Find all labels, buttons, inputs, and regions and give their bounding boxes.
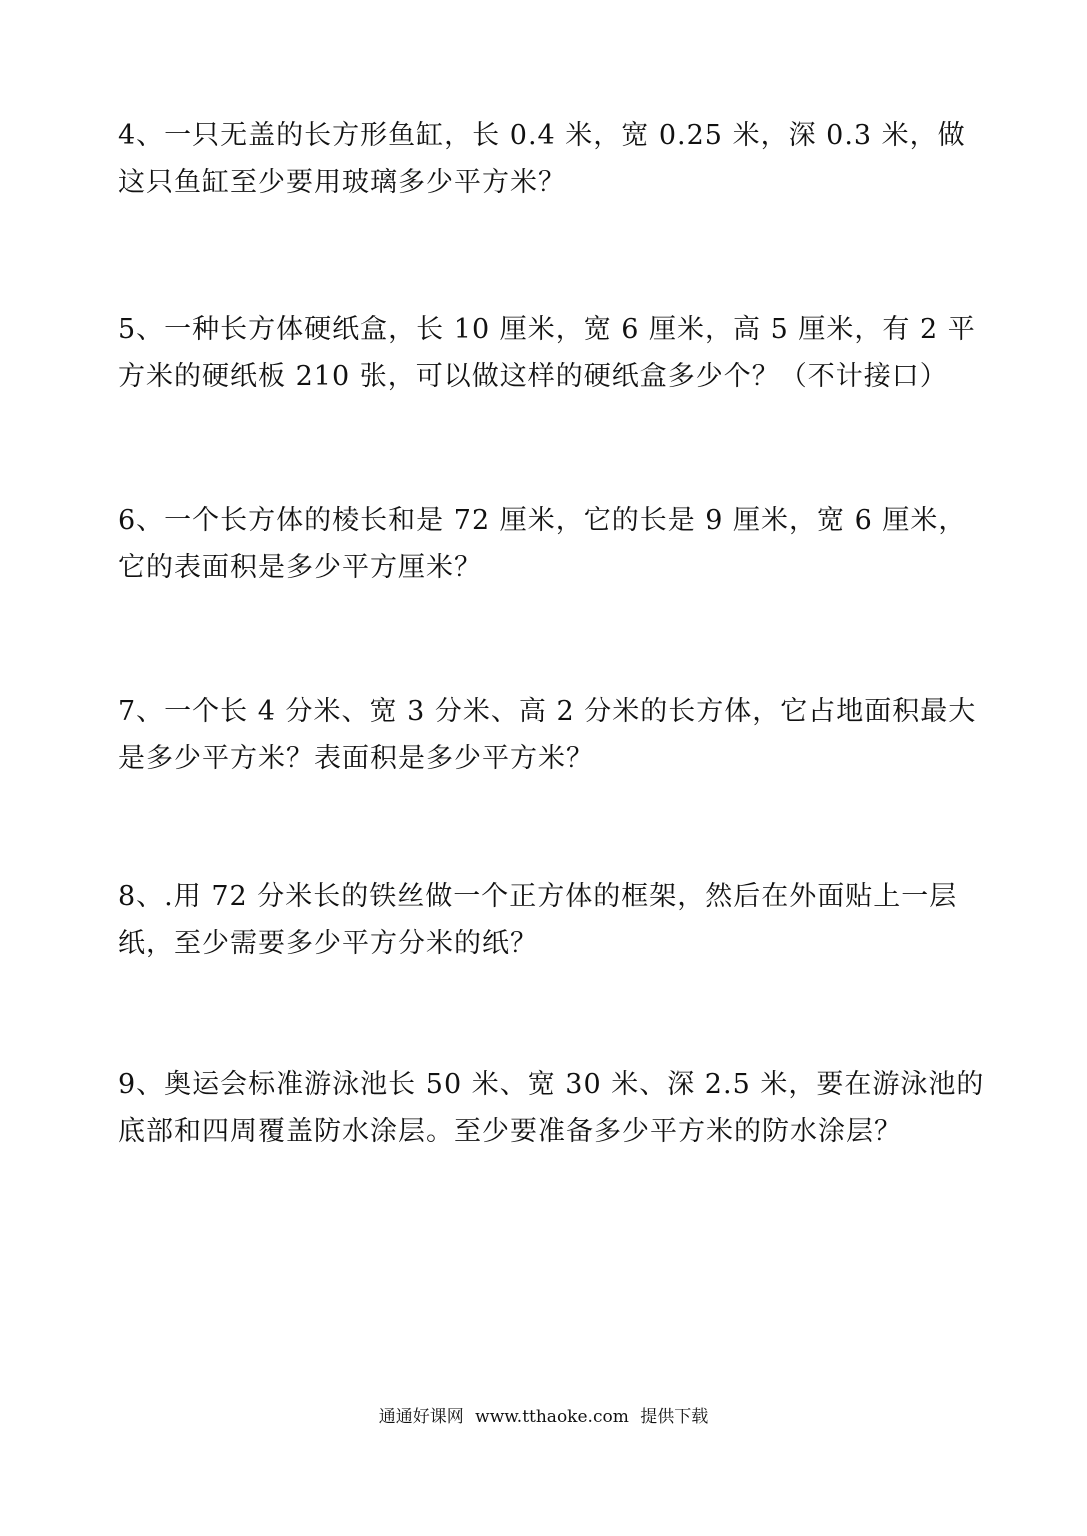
question-8-line-2: 纸，至少需要多少平方分米的纸？ (118, 928, 538, 959)
question-7 (118, 688, 978, 782)
question-7-line-1: 7、一个长 4 分米、宽 3 分米、高 2 分米的长方体，它占地面积最大 (118, 696, 977, 727)
footer-site-name: 通通好课网 (378, 1407, 464, 1427)
question-4 (118, 112, 978, 206)
footer-url: www.tthaoke.com (475, 1407, 629, 1427)
question-6 (118, 497, 978, 591)
question-8-line-1: 8、.用 72 分米长的铁丝做一个正方体的框架，然后在外面贴上一层 (118, 881, 958, 912)
question-7-line-2: 是多少平方米？表面积是多少平方米？ (118, 743, 594, 774)
question-6-line-2: 它的表面积是多少平方厘米？ (118, 552, 482, 583)
question-9-line-2: 底部和四周覆盖防水涂层。至少要准备多少平方米的防水涂层？ (118, 1116, 902, 1147)
footer-suffix: 提供下载 (640, 1407, 709, 1427)
question-4-line-1: 4、一只无盖的长方形鱼缸，长 0.4 米，宽 0.25 米，深 0.3 米，做 (118, 120, 966, 151)
page-footer (0, 1405, 1087, 1429)
question-5-line-1: 5、一种长方体硬纸盒，长 10 厘米，宽 6 厘米，高 5 厘米，有 2 平 (118, 314, 976, 345)
question-9-line-1: 9、奥运会标准游泳池长 50 米、宽 30 米、深 2.5 米，要在游泳池的 (118, 1069, 985, 1100)
question-6-line-1: 6、一个长方体的棱长和是 72 厘米，它的长是 9 厘米，宽 6 厘米， (118, 505, 967, 536)
question-9 (118, 1061, 985, 1155)
question-4-line-2: 这只鱼缸至少要用玻璃多少平方米？ (118, 167, 566, 198)
question-8 (118, 873, 978, 967)
question-5-line-2: 方米的硬纸板 210 张，可以做这样的硬纸盒多少个？（不计接口） (118, 361, 948, 392)
question-5 (118, 306, 978, 400)
